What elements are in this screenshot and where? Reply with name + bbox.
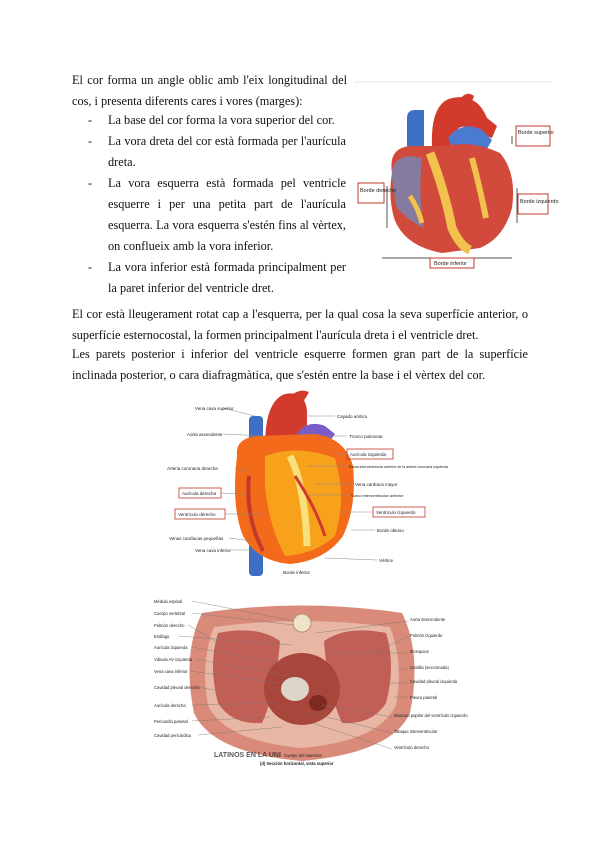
f3-label-right-7: Tabique interventricular (394, 729, 438, 734)
f2-label-bottom: Borde inferior (283, 570, 311, 575)
border-list (88, 110, 346, 299)
posterior-paragraph: Les parets posterior i inferior del ventricle esquerre formen gran part de la superfície inclinada posterior, o cara diafragmàtica, que s'estén entre la base i el vèrtex del cor. (72, 347, 528, 382)
f3-label-left-7: Cavidad pleural derecha (154, 685, 200, 690)
f3-label-left-4: Aurícula izquierda (154, 645, 188, 650)
f3-label-left-6: Vena cava inferior (154, 669, 188, 674)
f3-label-left-0: Médula espinal (154, 599, 183, 604)
f3-label-right-1: Pulmón izquierdo (410, 633, 443, 638)
f3-label-right-4: Cavidad pleural izquierda (410, 679, 458, 684)
label-borde-inferior: Borde inferior (434, 261, 468, 267)
f3-label-left-3: Esófago (154, 634, 170, 639)
f2-label-right-2: Aurícula izquierda (350, 452, 387, 457)
f2-label-left-3: Aurícula derecha (182, 491, 217, 496)
f2-label-left-5: Venas cardíacas pequeñas (169, 536, 224, 541)
f3-label-bottom: Cuerpo del esternón (284, 753, 322, 758)
f2-label-right-1: Tronco pulmonar (349, 434, 383, 439)
f3-label-left-2: Pulmón derecho (154, 623, 185, 628)
f2-label-right-6: Ventrículo izquierdo (376, 510, 416, 515)
thorax-section-figure (152, 593, 468, 771)
rotation-paragraph: El cor està lleugerament rotat cap a l'esquerra, per la qual cosa la seva superfície anterior, o superfície esternocostal, la formen principalment l'aurícula dreta i el ventricle dret. (72, 307, 528, 342)
f3-label-right-8: Ventrículo derecho (394, 745, 429, 750)
f3-label-left-10: Cavidad pericárdica (154, 733, 192, 738)
f3-label-right-6: Músculo papilar del ventrículo izquierdo (394, 713, 468, 718)
f2-label-right-4: Vena cardíaca mayor (355, 482, 398, 487)
intro-paragraph: El cor forma un angle oblic amb l'eix longitudinal del cos, i presenta diferents cares i vores (marges): (72, 73, 347, 108)
f3-label-right-5: Pleura parietal (410, 695, 438, 700)
f3-label-right-2: Bronquios (410, 649, 429, 654)
heart-anterior-figure (165, 386, 448, 576)
f3-label-left-5: Válvula AV izquierda (154, 657, 193, 662)
f2-label-left-0: Vena cava superior (195, 406, 234, 411)
f2-label-right-0: Cayado aórtico (337, 414, 368, 419)
label-borde-izquierdo: Borde izquierdo (520, 199, 559, 205)
f3-label-left-8: Aurícula derecha (154, 703, 186, 708)
heart-borders-figure (352, 78, 559, 273)
f2-label-left-6: Vena cava inferior (195, 548, 232, 553)
f2-label-left-4: Ventrículo derecho (178, 512, 216, 517)
f3-label-left-1: Cuerpo vertebral (154, 611, 186, 616)
list-item: - La vora esquerra està formada pel ventricle esquerre i per una petita part de l'aurícula esquerra. La vora esquerra s'estén fins al vèrtex, on conflueix amb la vora inferior. (88, 173, 346, 257)
list-item: - La vora inferior està formada principalment per la paret inferior del ventricle dret. (88, 257, 346, 299)
list-item: - La vora dreta del cor està formada per l'aurícula dreta. (88, 131, 346, 173)
f3-caption: (d) Sección horizontal, vista superior (260, 761, 334, 766)
f2-label-right-7: Borde obtuso (377, 528, 404, 533)
label-borde-derecho: Borde derecho (360, 188, 397, 194)
list-item: - La base del cor forma la vora superior del cor. (88, 110, 346, 131)
f3-label-right-3: Costilla (seccionada) (410, 665, 449, 670)
f2-label-right-5: Surco interventricular anterior (351, 493, 404, 498)
f2-label-right-8: Vértice (379, 558, 394, 563)
f2-label-left-1: Aorta ascendente (187, 432, 223, 437)
watermark-logo: LATINOS EN LA UNI (214, 752, 281, 759)
f2-label-right-3: Rama interventricular anterior de la arteria coronaria izquierda (349, 465, 448, 469)
f3-label-right-0: Aorta descendente (410, 617, 446, 622)
f2-label-left-2: Arteria coronaria derecha (167, 466, 218, 471)
label-borde-superior: Borde superior (518, 130, 555, 136)
f3-label-left-9: Pericardio parietal (154, 719, 188, 724)
